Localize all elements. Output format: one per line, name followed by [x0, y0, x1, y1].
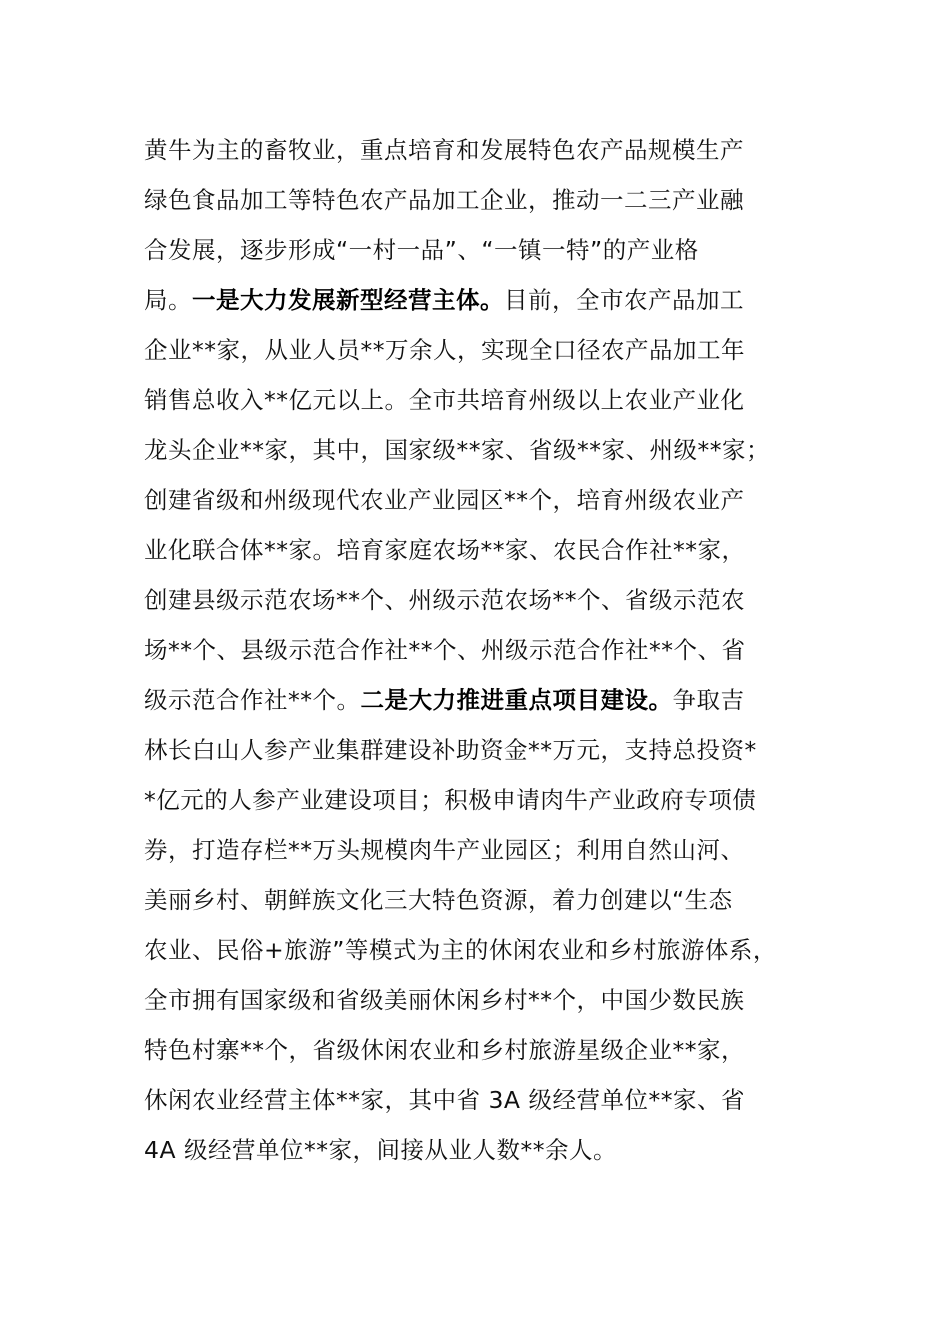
- body-text: 创建县级示范农场**个、州级示范农场**个、省级示范农: [144, 586, 745, 614]
- body-text: 创建省级和州级现代农业产业园区**个，培育州级农业产: [144, 486, 745, 514]
- body-text: 美丽乡村、朝鲜族文化三大特色资源，着力创建以“生态: [144, 886, 733, 914]
- body-text: 林长白山人参产业集群建设补助资金**万元，支持总投资*: [144, 736, 757, 764]
- body-paragraph: [144, 125, 824, 1175]
- bold-heading-text: 二是大力推进重点项目建设。: [360, 686, 673, 714]
- text-line: [144, 725, 824, 775]
- body-text: 局。: [144, 286, 192, 314]
- body-text: 券，打造存栏**万头规模肉牛产业园区；利用自然山河、: [144, 836, 745, 864]
- text-line: [144, 425, 824, 475]
- body-text: 绿色食品加工等特色农产品加工企业，推动一二三产业融: [144, 186, 744, 214]
- text-line: [144, 325, 824, 375]
- body-text: 休闲农业经营主体**家，其中省 3A 级经营单位**家、省: [144, 1086, 745, 1114]
- text-line: [144, 225, 824, 275]
- body-text: 场**个、县级示范合作社**个、州级示范合作社**个、省: [144, 636, 746, 664]
- text-line: [144, 525, 824, 575]
- body-text: 黄牛为主的畜牧业，重点培育和发展特色农产品规模生产: [144, 136, 744, 164]
- bold-heading-text: 一是大力发展新型经营主体。: [192, 286, 504, 314]
- body-text: 企业**家，从业人员**万余人，实现全口径农产品加工年: [144, 336, 745, 364]
- text-line: [144, 1075, 824, 1125]
- text-line: [144, 975, 824, 1025]
- text-line: [144, 475, 824, 525]
- body-text: *亿元的人参产业建设项目；积极申请肉牛产业政府专项债: [144, 786, 757, 814]
- text-line: [144, 275, 824, 325]
- text-line: [144, 625, 824, 675]
- text-line: [144, 875, 824, 925]
- body-text: 争取吉: [672, 686, 745, 714]
- body-text: 4A 级经营单位**家，间接从业人数**余人。: [144, 1136, 617, 1164]
- body-text: 全市拥有国家级和省级美丽休闲乡村**个，中国少数民族: [144, 986, 745, 1014]
- text-line: [144, 1125, 824, 1175]
- body-text: 目前，全市农产品加工: [504, 286, 744, 314]
- text-line: [144, 575, 824, 625]
- text-line: [144, 775, 824, 825]
- text-line: [144, 175, 824, 225]
- text-line: [144, 1025, 824, 1075]
- body-text: 销售总收入**亿元以上。全市共培育州级以上农业产业化: [144, 386, 745, 414]
- body-text: 农业、民俗+旅游”等模式为主的休闲农业和乡村旅游体系，: [144, 936, 777, 964]
- body-text: 龙头企业**家，其中，国家级**家、省级**家、州级**家；: [144, 436, 770, 464]
- text-line: [144, 925, 824, 975]
- body-text: 级示范合作社**个。: [144, 686, 361, 714]
- text-line: [144, 825, 824, 875]
- text-line: [144, 125, 824, 175]
- body-text: 合发展，逐步形成“一村一品”、“一镇一特”的产业格: [144, 236, 699, 264]
- text-line: [144, 375, 824, 425]
- text-line: [144, 675, 824, 725]
- body-text: 业化联合体**家。培育家庭农场**家、农民合作社**家，: [144, 536, 746, 564]
- body-text: 特色村寨**个，省级休闲农业和乡村旅游星级企业**家，: [144, 1036, 745, 1064]
